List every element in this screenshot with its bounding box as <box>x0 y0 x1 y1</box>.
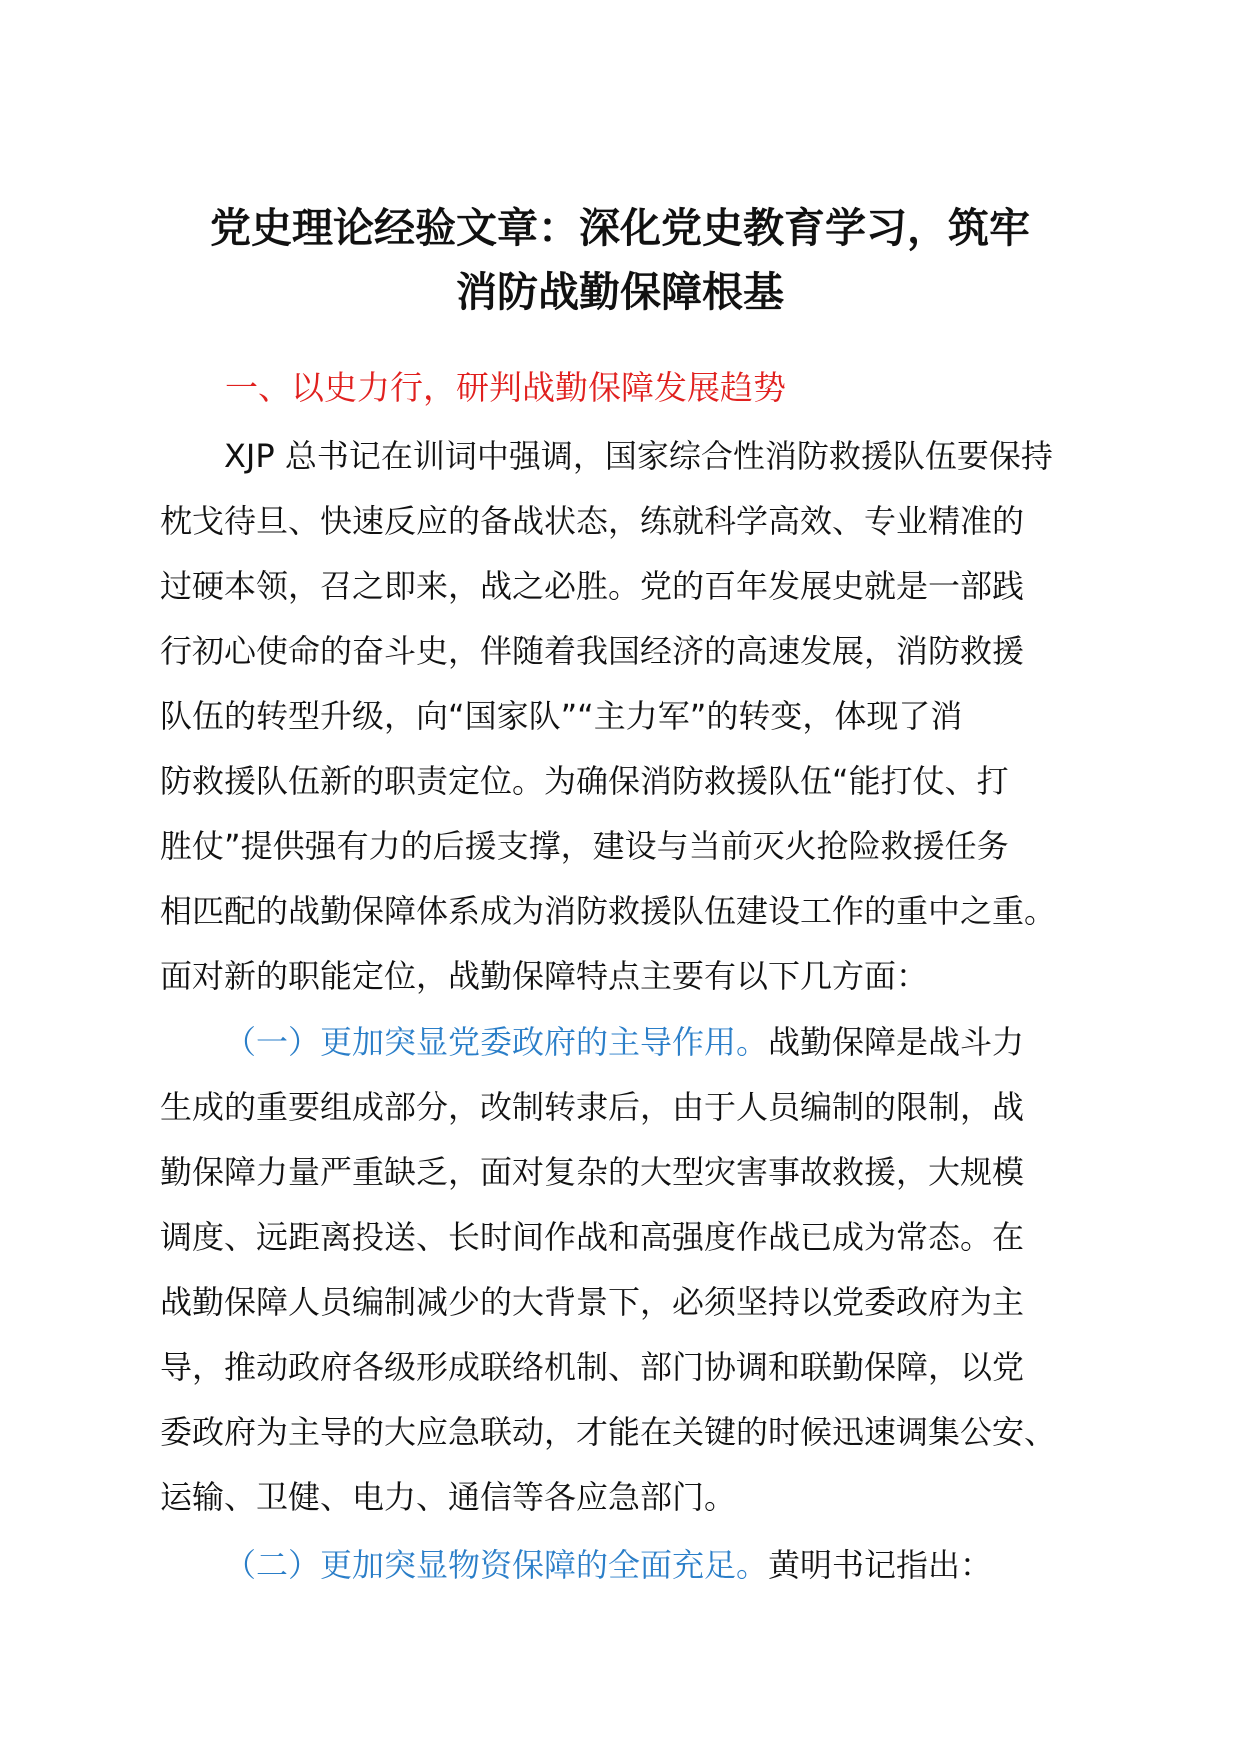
paragraph-line: 胜仗”提供强有力的后援支撑，建设与当前灭火抢险救援任务 <box>160 827 1009 865</box>
subheading-label: （一）更加突显党委政府的主导作用。 <box>224 1023 769 1061</box>
paragraph-line: 导，推动政府各级形成联络机制、部门协调和联勤保障，以党 <box>160 1348 1025 1386</box>
title-line-1: 党史理论经验文章：深化党史教育学习，筑牢 <box>210 204 1030 252</box>
document-title <box>150 196 1090 324</box>
paragraph-line <box>160 1533 1120 1598</box>
subheading-label: （二）更加突显物资保障的全面充足。 <box>224 1546 769 1584</box>
paragraph-3 <box>160 1533 1120 1598</box>
paragraph-line: 调度、远距离投送、长时间作战和高强度作战已成为常态。在 <box>160 1218 1025 1256</box>
paragraph-line: 面对新的职能定位，战勤保障特点主要有以下几方面： <box>160 957 929 995</box>
paragraph-1 <box>160 424 1120 1009</box>
paragraph-line: 过硬本领，召之即来，战之必胜。党的百年发展史就是一部践 <box>160 567 1025 605</box>
paragraph-line: 枕戈待旦、快速反应的备战状态，练就科学高效、专业精准的 <box>160 502 1025 540</box>
paragraph-line: 相匹配的战勤保障体系成为消防救援队伍建设工作的重中之重。 <box>160 892 1057 930</box>
paragraph-text: 战勤保障是战斗力 <box>768 1023 1025 1061</box>
section-heading: 一、以史力行，研判战勤保障发展趋势 <box>225 368 786 407</box>
paragraph-line: 运输、卫健、电力、通信等各应急部门。 <box>160 1478 737 1516</box>
paragraph-line: 战勤保障人员编制减少的大背景下，必须坚持以党委政府为主 <box>160 1283 1025 1321</box>
paragraph-line: 生成的重要组成部分，改制转隶后，由于人员编制的限制，战 <box>160 1088 1025 1126</box>
paragraph-line: 队伍的转型升级，向“国家队”“主力军”的转变，体现了消 <box>160 697 963 735</box>
paragraph-line: 委政府为主导的大应急联动，才能在关键的时候迅速调集公安、 <box>160 1413 1057 1451</box>
title-line-2: 消防战勤保障根基 <box>456 268 784 316</box>
paragraph-line: 勤保障力量严重缺乏，面对复杂的大型灾害事故救援，大规模 <box>160 1153 1025 1191</box>
paragraph-text: 黄明书记指出： <box>768 1546 993 1584</box>
paragraph-line: XJP 总书记在训词中强调，国家综合性消防救援队伍要保持 <box>224 437 1053 475</box>
paragraph-2 <box>160 1010 1120 1530</box>
paragraph-line <box>160 1010 1120 1075</box>
paragraph-line: 行初心使命的奋斗史，伴随着我国经济的高速发展，消防救援 <box>160 632 1025 670</box>
paragraph-line: 防救援队伍新的职责定位。为确保消防救援队伍“能打仗、打 <box>160 762 1009 800</box>
